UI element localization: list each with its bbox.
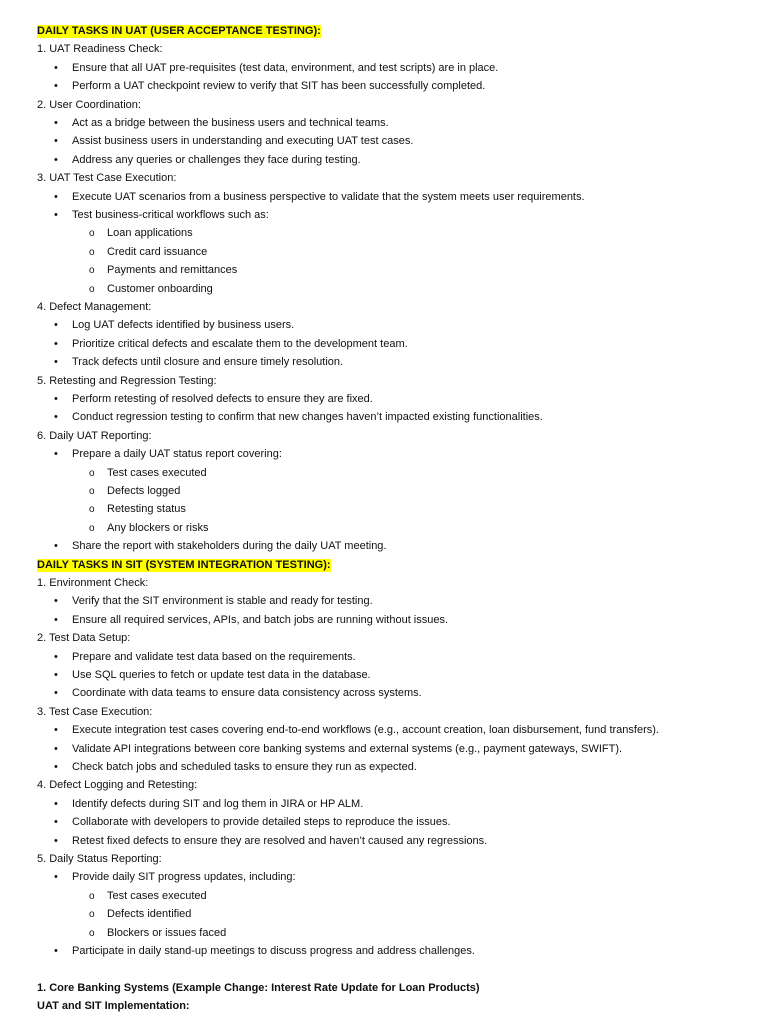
sub-bullet-item: Any blockers or risks [107,522,209,534]
sub-bullet-icon: o [89,228,95,239]
bullet-icon: • [54,835,58,847]
bullet-item: Prepare and validate test data based on the requirements. [72,651,356,663]
sub-bullet-item: Payments and remittances [107,264,238,276]
sub-bullet-icon: o [89,891,95,902]
bullet-item: Execute integration test cases covering end-to-end workflows (e.g., account creation, loan disbursement, fund transfers). [72,724,659,736]
numbered-item: 1. Environment Check: [37,577,149,589]
bullet-icon: • [54,448,58,460]
sub-bullet-icon: o [89,265,95,276]
bullet-item: Verify that the SIT environment is stable and ready for testing. [72,595,373,607]
bullet-item: Collaborate with developers to provide detailed steps to reproduce the issues. [72,816,451,828]
bullet-item: Perform retesting of resolved defects to ensure they are fixed. [72,393,373,405]
bullet-item: Use SQL queries to fetch or update test data in the database. [72,669,371,681]
bullet-icon: • [54,945,58,957]
sub-bullet-icon: o [89,284,95,295]
bullet-icon: • [54,761,58,773]
bold-paragraph: UAT and SIT Implementation: [37,1000,190,1012]
numbered-item: 2. User Coordination: [37,99,141,111]
bullet-item: Test business-critical workflows such as: [72,209,269,221]
bullet-icon: • [54,62,58,74]
bullet-icon: • [54,540,58,552]
bullet-icon: • [54,117,58,129]
bullet-item: Assist business users in understanding and executing UAT test cases. [72,135,414,147]
sub-bullet-item: Blockers or issues faced [107,927,227,939]
bullet-item: Identify defects during SIT and log them in JIRA or HP ALM. [72,798,364,810]
bullet-item: Ensure all required services, APIs, and batch jobs are running without issues. [72,614,449,626]
bullet-item: Address any queries or challenges they face during testing. [72,154,361,166]
sub-bullet-icon: o [89,523,95,534]
sub-bullet-icon: o [89,247,95,258]
bullet-item: Prioritize critical defects and escalate them to the development team. [72,338,408,350]
bullet-icon: • [54,743,58,755]
bullet-item: Validate API integrations between core banking systems and external systems (e.g., payment gateways, SWIFT). [72,743,623,755]
bullet-icon: • [54,595,58,607]
bullet-icon: • [54,393,58,405]
section-heading: DAILY TASKS IN SIT (SYSTEM INTEGRATION TESTING): [37,559,331,571]
numbered-item: 4. Defect Logging and Retesting: [37,779,198,791]
bullet-item: Check batch jobs and scheduled tasks to ensure they run as expected. [72,761,417,773]
numbered-item: 1. UAT Readiness Check: [37,43,163,55]
bullet-icon: • [54,798,58,810]
bullet-icon: • [54,614,58,626]
bullet-icon: • [54,651,58,663]
numbered-item: 3. UAT Test Case Execution: [37,172,177,184]
sub-bullet-item: Credit card issuance [107,246,208,258]
bullet-item: Share the report with stakeholders during the daily UAT meeting. [72,540,387,552]
bullet-item: Track defects until closure and ensure timely resolution. [72,356,344,368]
bullet-item: Ensure that all UAT pre-requisites (test data, environment, and test scripts) are in place. [72,62,499,74]
sub-bullet-icon: o [89,928,95,939]
bullet-icon: • [54,191,58,203]
bullet-icon: • [54,319,58,331]
bullet-icon: • [54,356,58,368]
bullet-item: Act as a bridge between the business users and technical teams. [72,117,389,129]
bullet-icon: • [54,816,58,828]
numbered-item: 5. Retesting and Regression Testing: [37,375,217,387]
bullet-item: Provide daily SIT progress updates, including: [72,871,296,883]
bullet-icon: • [54,338,58,350]
sub-bullet-icon: o [89,486,95,497]
bullet-icon: • [54,724,58,736]
sub-bullet-item: Customer onboarding [107,283,213,295]
numbered-item: 6. Daily UAT Reporting: [37,430,152,442]
bullet-icon: • [54,687,58,699]
numbered-item: 2. Test Data Setup: [37,632,131,644]
numbered-item: 5. Daily Status Reporting: [37,853,162,865]
bullet-item: Conduct regression testing to confirm that new changes haven’t impacted existing functionalities. [72,411,543,423]
bullet-item: Perform a UAT checkpoint review to verify that SIT has been successfully completed. [72,80,486,92]
bullet-icon: • [54,154,58,166]
bullet-icon: • [54,871,58,883]
numbered-item: 4. Defect Management: [37,301,152,313]
sub-bullet-icon: o [89,468,95,479]
numbered-item: 3. Test Case Execution: [37,706,153,718]
bullet-item: Participate in daily stand-up meetings to discuss progress and address challenges. [72,945,475,957]
bullet-icon: • [54,80,58,92]
sub-bullet-item: Retesting status [107,503,186,515]
bullet-item: Prepare a daily UAT status report covering: [72,448,282,460]
sub-bullet-item: Defects logged [107,485,181,497]
section-heading: DAILY TASKS IN UAT (USER ACCEPTANCE TESTING): [37,25,321,37]
sub-bullet-icon: o [89,504,95,515]
bullet-icon: • [54,411,58,423]
sub-bullet-item: Test cases executed [107,467,207,479]
bullet-icon: • [54,209,58,221]
sub-bullet-item: Loan applications [107,227,193,239]
sub-bullet-item: Test cases executed [107,890,207,902]
bullet-item: Coordinate with data teams to ensure data consistency across systems. [72,687,422,699]
bullet-item: Log UAT defects identified by business users. [72,319,295,331]
bold-paragraph: 1. Core Banking Systems (Example Change: Interest Rate Update for Loan Products) [37,982,480,994]
sub-bullet-icon: o [89,909,95,920]
sub-bullet-item: Defects identified [107,908,192,920]
bullet-item: Retest fixed defects to ensure they are resolved and haven’t caused any regressions. [72,835,488,847]
bullet-item: Execute UAT scenarios from a business perspective to validate that the system meets user requirements. [72,191,585,203]
bullet-icon: • [54,669,58,681]
bullet-icon: • [54,135,58,147]
